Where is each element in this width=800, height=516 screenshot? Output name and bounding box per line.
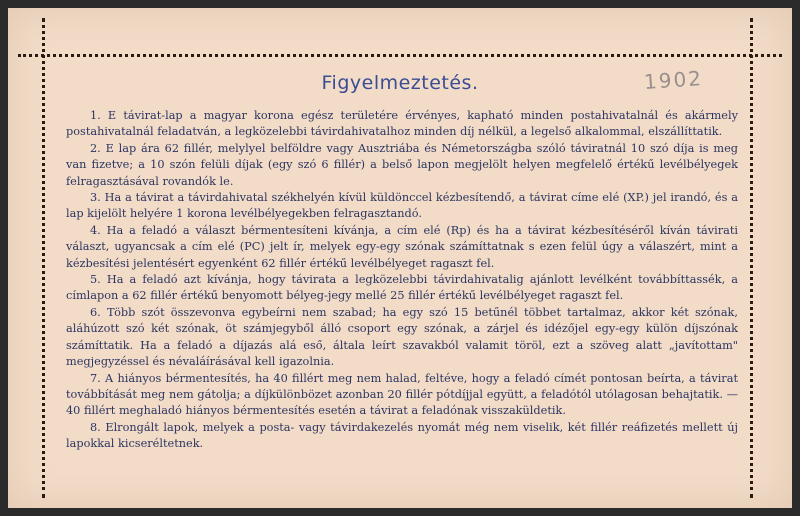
- notice-paragraph-6: 6. Több szót összevonva egybeírni nem szabad; ha egy szó 15 betűnél többet tartalmaz, akkor két szónak, aláhúzott szó két szónak, öt számjegyből álló csoport egy szónak, a zárjel és idézőjel egy-egy külön díjszónak számíttatik. Ha a feladó a díjazás alá eső, általa leírt szavakból valamit töröl, ezt a szöveg alatt „javítottam" megjegyzéssel és névaláírásával kell igazolnia.: [66, 305, 738, 369]
- pencil-year-annotation: 1902: [643, 65, 704, 95]
- notice-paragraph-2: 2. E lap ára 62 fillér, melylyel belföldre vagy Ausztriába és Németországba szóló táviratnál 10 szó díja is meg van fizetve; a 10 szón felüli díjak (egy szó 6 fillér) a belső lapon megjelölt helyen megfelelő értékű levélbélyegek felragasztásával rovandók le.: [66, 141, 738, 188]
- notice-paragraph-7: 7. A hiányos bérmentesítés, ha 40 fillért meg nem halad, feltéve, hogy a feladó címét pontosan beírta, a távirat továbbítását meg nem gátolja; a díjkülönbözet azonban 20 fillér pótdíjjal együtt, a feladótól utólagosan behajtatik. — 40 fillért meghaladó hiányos bérmentesítés esetén a távirat a feladónak visszaküldetik.: [66, 371, 738, 418]
- telegram-card-back: [8, 8, 792, 508]
- notice-paragraph-5: 5. Ha a feladó azt kívánja, hogy távirata a legközelebbi távirdahivatalig ajánlott levélként továbbíttassék, a címlapon a 62 fillér értékű benyomott bélyeg-jegy mellé 25 fillér értékű levélbélyeget ragaszt fel.: [66, 273, 738, 303]
- notice-paragraph-4: 4. Ha a feladó a választ bérmentesíteni kívánja, a cím elé (Rp) és ha a távirat kézbesítéséről kíván távirati választ, ugyancsak a cím elé (PC) jelt ír, melyek egy-egy szónak számíttatnak s ezen felül úgy a válaszért, mint a kézbesítési jelentésért egyenként 62 fillér értékű levélbélyeget ragaszt fel.: [66, 223, 738, 270]
- notice-body: [66, 108, 738, 453]
- notice-title: Figyelmeztetés.: [321, 72, 479, 94]
- notice-paragraph-3: 3. Ha a távirat a távirdahivatal székhelyén kívül küldönccel kézbesítendő, a távirat címe elé (XP.) jel irandó, és a lap kijelölt helyére 1 korona levélbélyegekben felragasztandó.: [66, 191, 738, 221]
- notice-paragraph-8: 8. Elrongált lapok, melyek a posta- vagy távirdakezelés nyomát még nem viselik, két fillér reáfizetés mellett új lapokkal kicseréltetnek.: [66, 420, 738, 451]
- top-perforation: [18, 54, 782, 57]
- notice-paragraph-1: 1. E távirat-lap a magyar korona egész területére érvényes, kapható minden postahivatalnál és akármely postahivatalnál feladatván, a legközelebbi távirdahivatalhoz minden díj nélkül, a legelső alkalommal, elszállíttatik.: [66, 109, 738, 139]
